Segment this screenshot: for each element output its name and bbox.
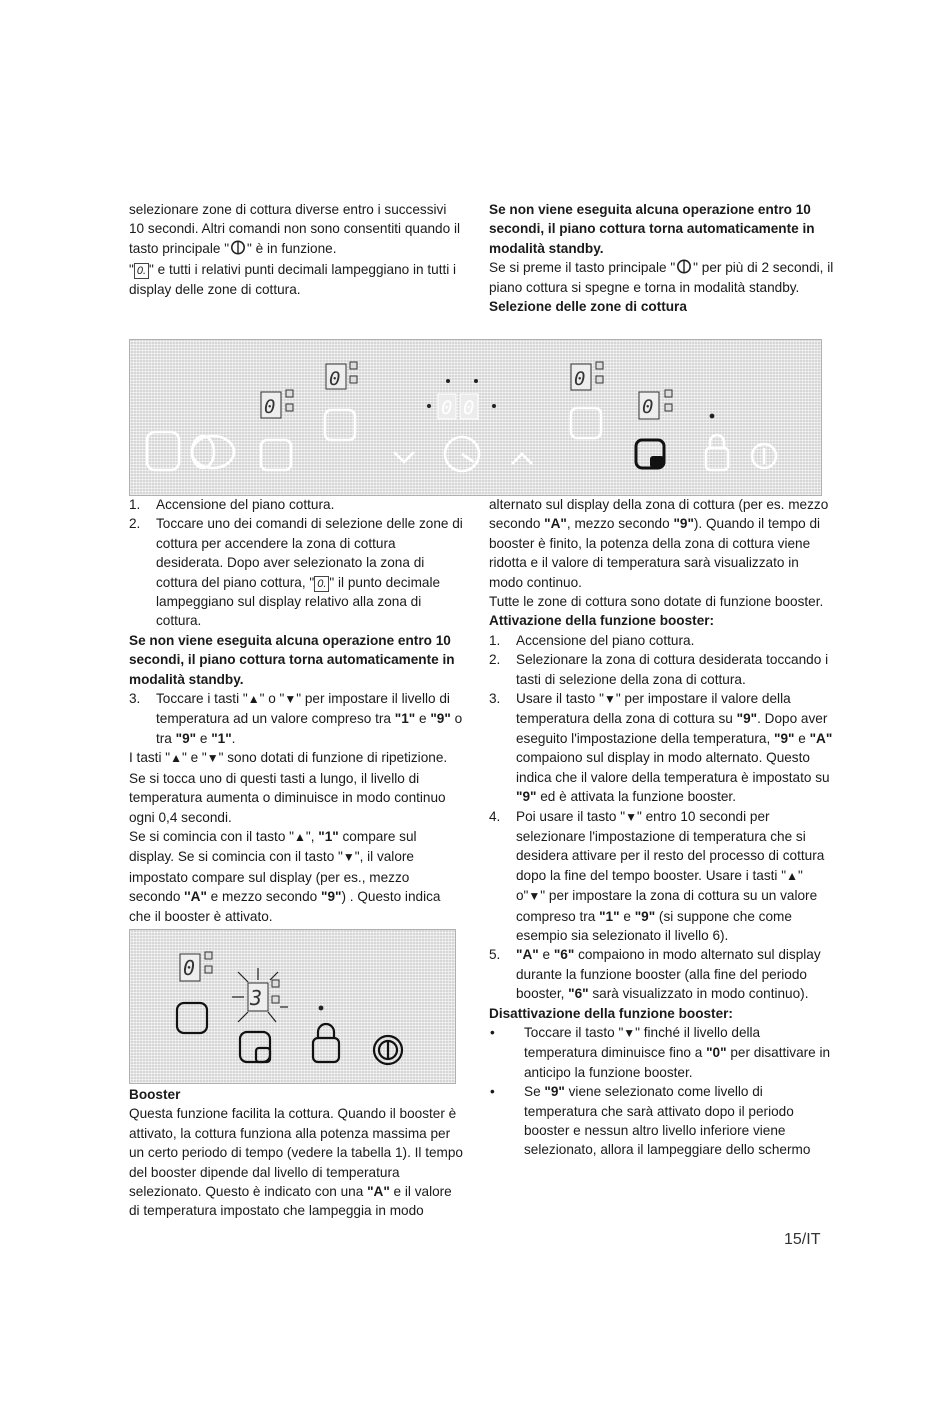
booster-section (129, 1085, 464, 1221)
power-icon (229, 240, 247, 255)
zone-key-front-left (325, 410, 355, 440)
display-front-left (261, 390, 293, 418)
list-item: 1. Accensione del piano cottura. (129, 497, 335, 512)
display-symbol-icon: 0. (314, 576, 329, 592)
svg-text:0: 0 (441, 397, 453, 419)
down-arrow-icon: ▼ (528, 889, 541, 904)
zone-selection-heading: Selezione delle zone di cottura (489, 299, 687, 315)
down-arrow-icon: ▼ (603, 692, 616, 707)
right-bottom-text (489, 495, 834, 1160)
up-arrow-icon: ▲ (247, 692, 260, 707)
down-arrow-icon: ▼ (342, 850, 355, 865)
lock-key-icon (706, 448, 728, 470)
intro-paragraph: selezionare zone di cottura diverse entro i successivi 10 secondi. Altri comandi non sono consentiti quando il tasto principale " " è in funzione. (129, 202, 460, 256)
activation-heading: Attivazione della funzione booster: (489, 613, 715, 629)
display-zone (180, 952, 212, 981)
list-item: • Toccare il tasto "▼" finché il livello della temperatura diminuisce fino a "0" per disattivare in anticipo la funzione booster. (490, 1024, 831, 1080)
continuation-paragraph: alternato sul display della zona di cottura (per es. mezzo secondo "A", mezzo secondo "9"). Quando il tempo di booster è finito, la potenza della zona di cottura viene ridotta e il valore di temperatura sarà visualizzato in modo continuo. (489, 497, 829, 590)
display-booster-blinking (248, 980, 279, 1011)
page-number: 15/IT (784, 1231, 821, 1248)
booster-panel-drawing (130, 930, 455, 1083)
power-icon (675, 259, 693, 274)
right-top-text (489, 200, 834, 316)
booster-paragraph: Questa funzione facilita la cottura. Quando il booster è attivato, la cottura funziona alla potenza massima per un certo periodo di tempo (vedere la tabella 1). Il tempo del booster dipende dal livello di temperatura selezionato. Questo è indicato con una "A" e il valore di temperatura impostato che lampeggia in modo (129, 1106, 463, 1219)
booster-heading: Booster (129, 1087, 181, 1102)
down-arrow-icon: ▼ (625, 809, 637, 824)
display-symbol-icon: 0. (134, 263, 149, 279)
display-paragraph: " 0. " e tutti i relativi punti decimali lampeggiano in tutti i display delle zone di cottura. (129, 262, 457, 297)
standby-warning: Se non viene eseguita alcuna operazione entro 10 secondi, il piano cottura torna automaticamente in modalità standby. (489, 202, 815, 256)
list-item: 2. Selezionare la zona di cottura desiderata toccando i tasti di selezione della zona di cottura. (489, 652, 829, 687)
svg-text:0: 0 (264, 396, 276, 418)
list-item: 3. Usare il tasto "▼" per impostare il valore della temperatura della zona di cottura su "9". Dopo aver eseguito l'impostazione della temperatura, "9" e "A" compaiono sul display in modo alternato. Questo indica che il valore della temperatura è impostato su "9" ed è attivata la funzione booster. (489, 691, 833, 805)
list-item: 2. Toccare uno dei comandi di selezione delle zone di cottura per accendere la zona di cottura desiderata. Dopo aver selezionato la zona di cottura del piano cottura, " 0. " il punto decimale lampeggiano sul display relativo alla zona di cottura. (129, 516, 463, 629)
svg-text:0: 0 (642, 396, 654, 418)
plus-key-icon (512, 454, 532, 464)
svg-text:0: 0 (463, 397, 475, 419)
down-arrow-icon: ▼ (206, 751, 219, 766)
minus-key-icon (394, 452, 414, 462)
svg-text:0: 0 (329, 368, 341, 390)
step3-list (129, 689, 464, 748)
list-item: • Se "9" viene selezionato come livello di temperatura che sarà attivato dopo il periodo booster e nessun altro livello inferiore viene selezionato, allora il lampeggiare dello schermo (490, 1084, 811, 1158)
display-rear-right (571, 362, 603, 390)
up-arrow-icon: ▲ (786, 868, 798, 883)
list-item: 5. "A" e "6" compaiono in modo alternato sul display durante la funzione booster (alla fine del periodo booster, "6" sarà visualizzato in modo continuo). (489, 947, 821, 1002)
list-item: 3. Toccare i tasti "▲" o "▼" per impostare il livello di temperatura ad un valore compreso tra "1" e "9" o tra "9" e "1". (129, 691, 463, 746)
down-arrow-icon: ▼ (284, 692, 297, 707)
booster-panel-illustration (129, 929, 456, 1084)
svg-text:3: 3 (250, 986, 263, 1010)
start-paragraph: Se si comincia con il tasto "▲", "1" compare sul display. Se si comincia con il tasto "▼", il valore impostato compare sul display (per es., mezzo secondo ''A" e mezzo secondo "9") . Questo indica che il booster è attivato. (129, 828, 441, 924)
up-arrow-icon: ▲ (170, 751, 182, 766)
zone-key-right (571, 408, 601, 438)
repeat-paragraph: I tasti "▲" e "▼" sono dotati di funzione di ripetizione. Se si tocca uno di questi tasti a lungo, il livello di temperatura aumenta o diminuisce in modo continuo ogni 0,4 secondi. (129, 750, 448, 825)
standby-warning-2: Se non viene eseguita alcuna operazione entro 10 secondi, il piano cottura torna automaticamente in modalità standby. (129, 632, 455, 687)
standby-paragraph: Se si preme il tasto principale " " per più di 2 secondi, il piano cottura si spegne e torna in modalità standby. (489, 260, 834, 295)
zone-key-rear-left (261, 440, 291, 470)
left-steps (129, 495, 464, 926)
display-rear-left (326, 362, 357, 390)
zone-key-icon (177, 1003, 207, 1033)
svg-text:0: 0 (183, 956, 196, 980)
list-item: 1. Accensione del piano cottura. (489, 632, 695, 648)
all-zones-paragraph: Tutte le zone di cottura sono dotate di funzione booster. (489, 594, 824, 610)
zone-steps-list (129, 495, 464, 631)
deactivation-bullets (489, 1023, 834, 1160)
zone-key-left (147, 432, 179, 470)
display-timer (438, 394, 478, 419)
list-item: 4. Poi usare il tasto "▼" entro 10 secondi per selezionare l'impostazione di temperatura che si desidera attivare per il resto del processo di cottura dopo la fine del tempo booster. Usare i tasti "▲" o"▼" per impostare la zona di cottura su un valore compreso tra "1" e "9" (si suppone che come esempio sia selezionato il livello 6). (489, 808, 825, 943)
svg-text:0: 0 (574, 368, 586, 390)
display-front-right (639, 390, 672, 419)
left-top-text (129, 200, 464, 299)
control-panel-drawing (130, 340, 821, 495)
down-arrow-icon: ▼ (623, 1025, 636, 1040)
up-arrow-icon: ▲ (294, 829, 306, 844)
lock-key-icon (313, 1038, 339, 1062)
deactivation-heading: Disattivazione della funzione booster: (489, 1005, 733, 1021)
activation-steps (489, 631, 834, 1004)
control-panel-illustration (129, 339, 822, 496)
